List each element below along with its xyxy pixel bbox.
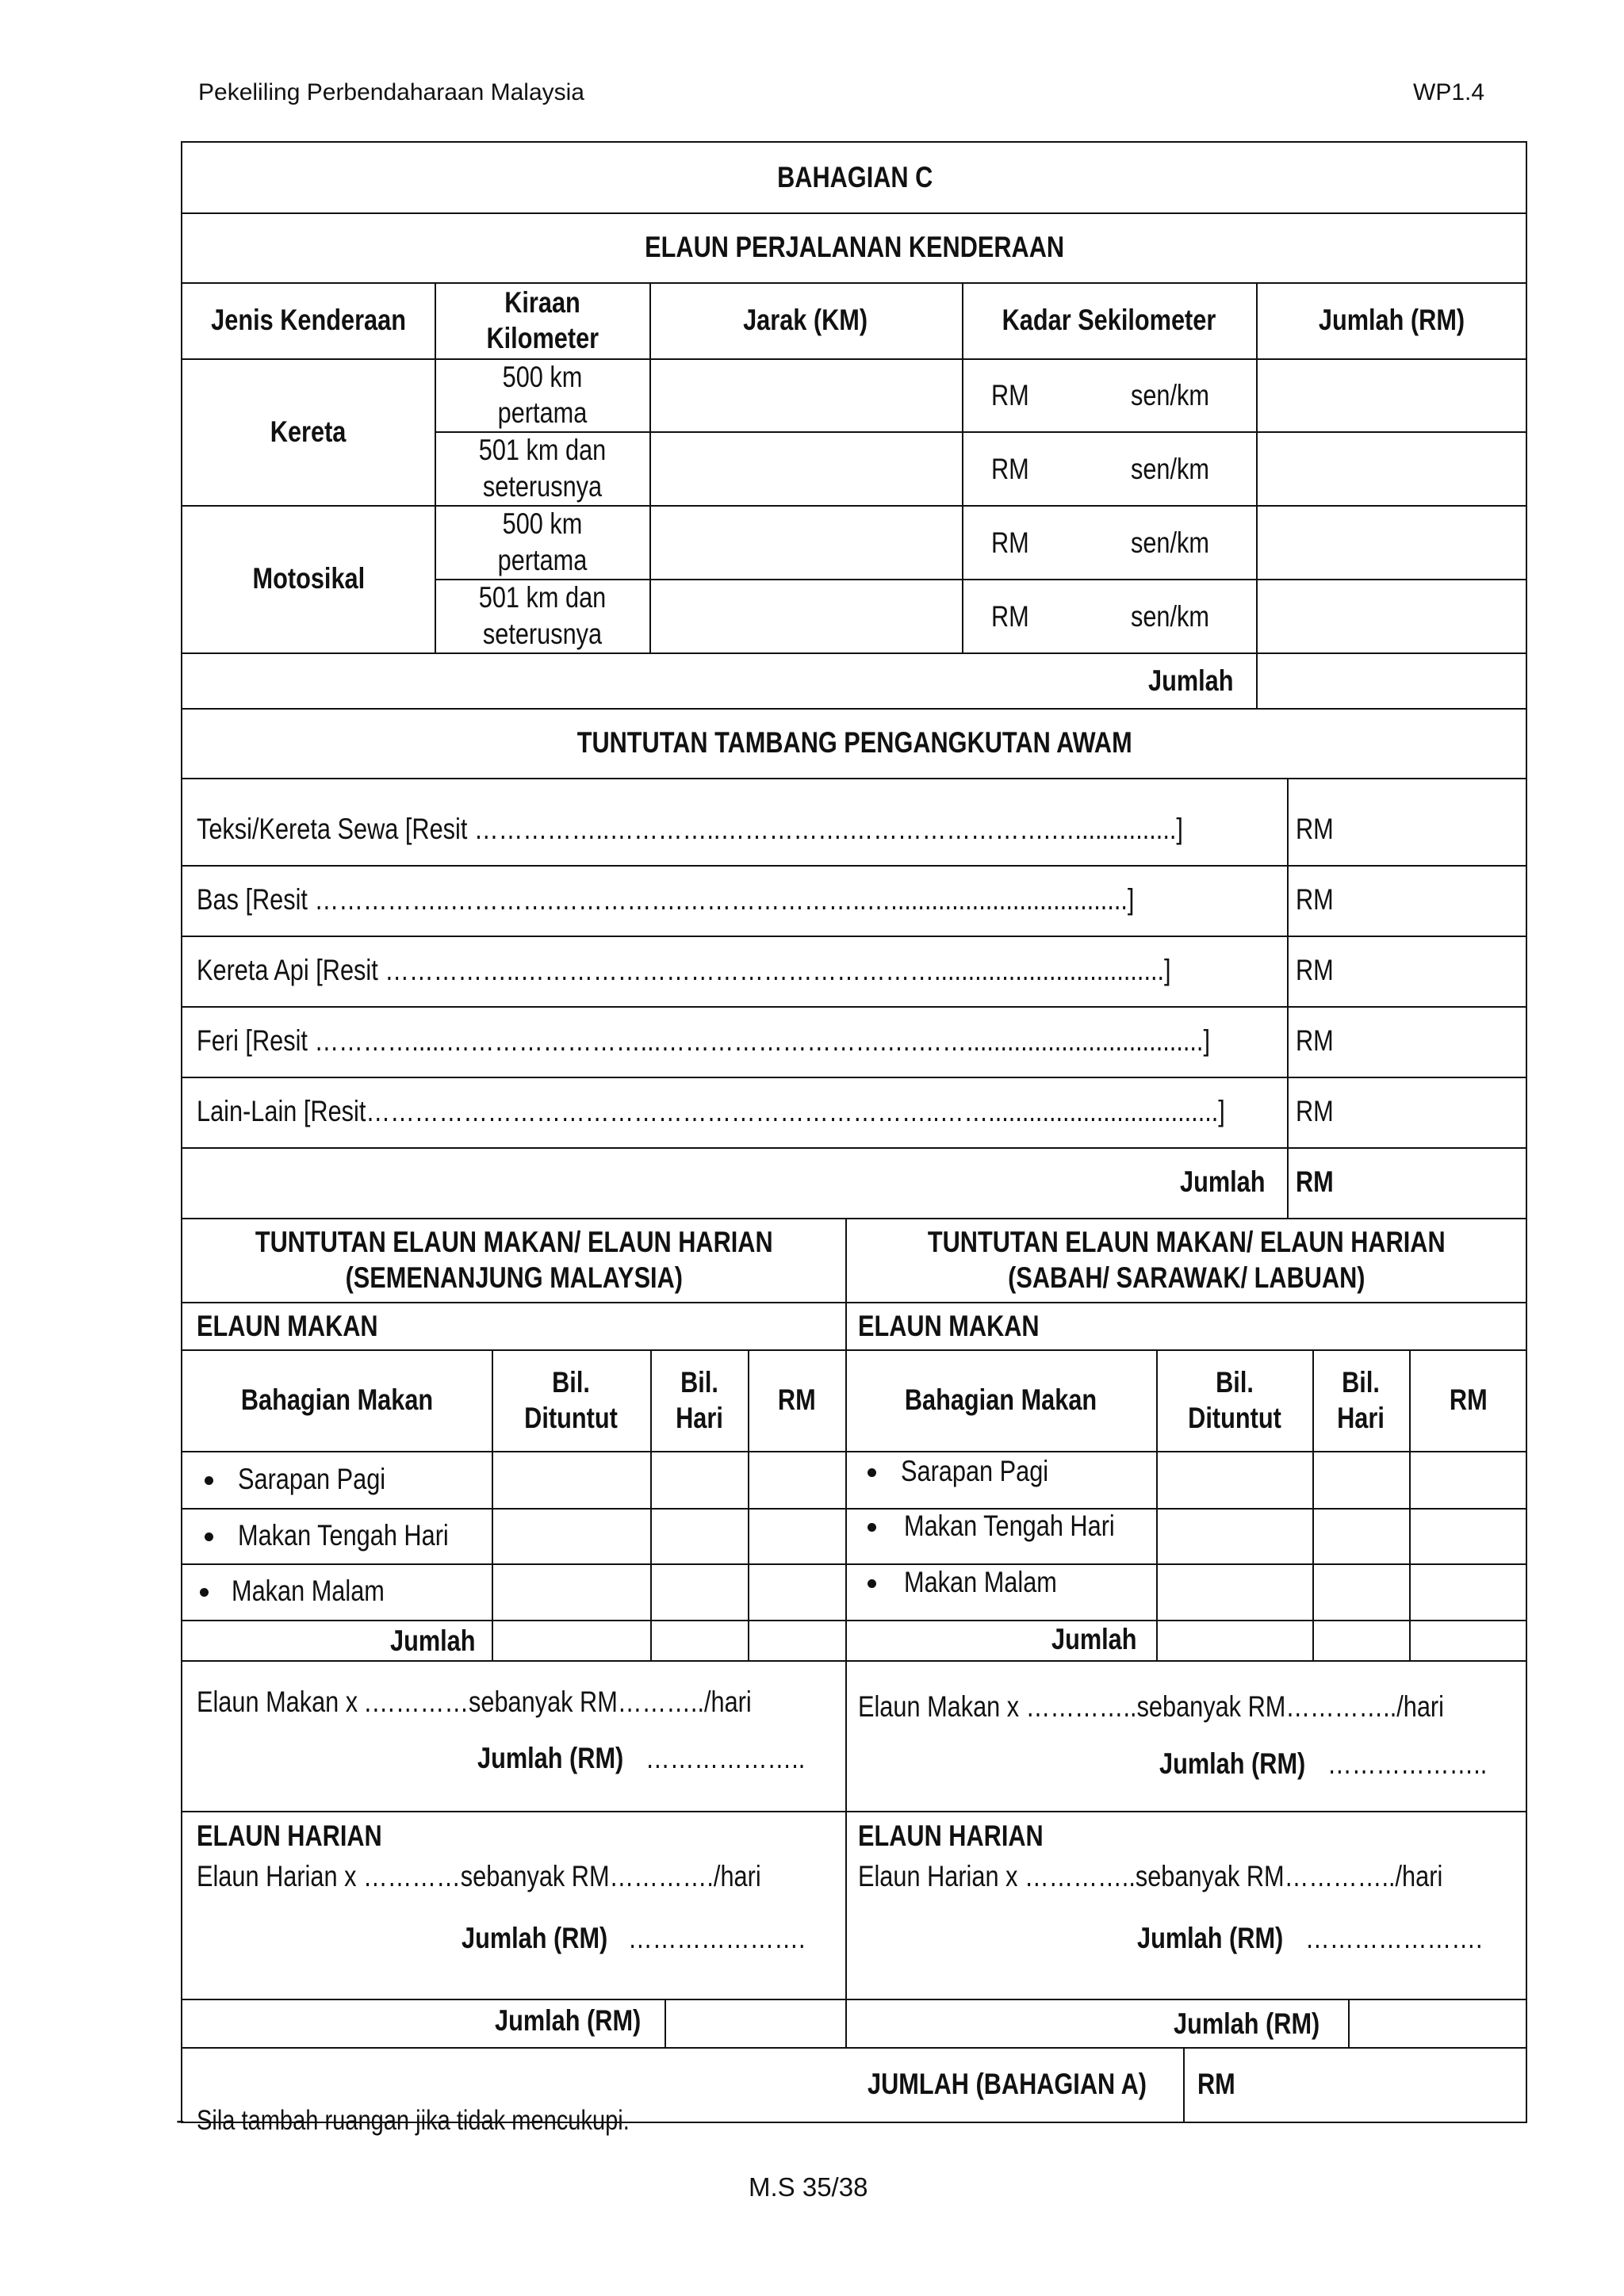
meal-item-breakfast: Sarapan Pagi (238, 1463, 386, 1495)
section-title (182, 143, 1527, 212)
rule (845, 1218, 847, 2047)
section-title-text: BAHAGIAN C (776, 161, 933, 194)
elaun-makan-label: ELAUN MAKAN (197, 1310, 378, 1342)
grand-total-rm: RM (1197, 2068, 1235, 2100)
bullet-icon (868, 1579, 876, 1588)
rate-rm: RM (991, 600, 1029, 633)
vehicle-car (182, 358, 435, 505)
meal-title-text: TUNTUTAN ELAUN MAKAN/ ELAUN HARIAN (927, 1225, 1446, 1258)
rule (182, 1999, 1527, 2000)
rule (665, 1999, 666, 2047)
elaun-makan-label: ELAUN MAKAN (858, 1310, 1040, 1342)
col-header-text: Bil. Hari (675, 1365, 723, 1434)
rule (182, 1620, 1527, 1621)
fare-row-ferry: Feri [Resit ………….....……………………...……………………….….……...................................] (197, 1024, 1210, 1057)
col-header-rm (748, 1349, 845, 1451)
vehicle-motorcycle-label: Motosikal (252, 562, 365, 595)
note-dash: - (176, 2106, 185, 2134)
daily-total-rm-label: Jumlah (RM) (1137, 1922, 1284, 1954)
bullet-icon (205, 1476, 213, 1485)
rule (182, 936, 1527, 937)
daily-calc-peninsular: Elaun Harian x …………sebanyak RM…………./hari (197, 1860, 761, 1892)
page-number: M.S 35/38 (749, 2172, 868, 2202)
daily-total-rm-dots: …………………. (1305, 1922, 1483, 1954)
fare-rm: RM (1296, 883, 1334, 916)
meal-subtitle-text: (SEMENANJUNG MALAYSIA) (345, 1261, 683, 1294)
meal-calc-peninsular: Elaun Makan x .…………sebanyak RM………../hari (197, 1686, 752, 1718)
rate-unit: sen/km (1131, 600, 1209, 633)
document-header-title: Pekeliling Perbendaharaan Malaysia (198, 79, 584, 105)
fare-row-other: Lain-Lain [Resit……………………………………………………………..……..................................] (197, 1095, 1225, 1127)
fare-row-train: Kereta Api [Resit ……………..……………………………………………..................................] (197, 954, 1171, 986)
meal-title-peninsular (182, 1218, 845, 1302)
rate-unit: sen/km (1131, 379, 1209, 411)
col-header-text: Bahagian Makan (904, 1383, 1097, 1417)
vehicle-title-text: ELAUN PERJALANAN KENDERAAN (645, 231, 1065, 264)
col-header-rate (962, 282, 1256, 358)
col-header-text: Jenis Kenderaan (211, 304, 406, 337)
col-header-meal-part (182, 1349, 492, 1451)
rule (182, 1451, 1527, 1452)
vehicle-total-label: Jumlah (1148, 664, 1234, 697)
meal-item-lunch: Makan Tengah Hari (904, 1510, 1115, 1542)
col-header-text: Kiraan Kilometer (485, 285, 599, 354)
col-header-total (1256, 282, 1527, 358)
km-first-500-car (435, 358, 649, 431)
rule (1287, 778, 1289, 1218)
col-header-text: Bil. Dituntut (1187, 1365, 1281, 1434)
col-header-km-count (435, 282, 649, 358)
meal-title-text: TUNTUTAN ELAUN MAKAN/ ELAUN HARIAN (255, 1225, 773, 1258)
meal-subtitle-text: (SABAH/ SARAWAK/ LABUAN) (1007, 1261, 1365, 1294)
col-header-text: Bil. Dituntut (524, 1365, 618, 1434)
rate-rm: RM (991, 379, 1029, 411)
rule (182, 1508, 1527, 1510)
col-header-days (650, 1349, 748, 1451)
vehicle-motorcycle (182, 505, 435, 652)
meal-total-label: Jumlah (390, 1624, 476, 1657)
daily-calc-east: Elaun Harian x …………..sebanyak RM…………../hari (858, 1860, 1443, 1892)
fare-total-label: Jumlah (1180, 1165, 1266, 1198)
meal-total-rm-dots: ……………….. (1327, 1747, 1488, 1780)
rule (182, 1077, 1527, 1078)
meal-item-breakfast: Sarapan Pagi (901, 1455, 1049, 1487)
col-header-text: RM (1449, 1383, 1488, 1417)
rule (182, 652, 1527, 654)
fare-rm: RM (1296, 813, 1334, 845)
rule (182, 1563, 1527, 1565)
meal-total-label: Jumlah (1051, 1623, 1137, 1655)
fare-total-rm: RM (1296, 1165, 1334, 1198)
rule (182, 1811, 1527, 1812)
rule (182, 1302, 1527, 1303)
elaun-harian-label: ELAUN HARIAN (858, 1820, 1044, 1852)
vehicle-car-label: Kereta (270, 415, 347, 448)
km-first-500-motorcycle (435, 505, 649, 579)
rule (1348, 1999, 1350, 2047)
fare-row-taxi: Teksi/Kereta Sewa [Resit ……………..…………..…………….…………………….…...............] (197, 813, 1183, 845)
note-text: Sila tambah ruangan jika tidak mencukupi. (197, 2105, 630, 2136)
col-header-text: Jumlah (RM) (1318, 304, 1465, 337)
col-header-claimed (492, 1349, 650, 1451)
col-header-text: Kadar Sekilometer (1002, 304, 1216, 337)
km-label: 500 km pertama (497, 360, 587, 429)
col-header-text: Bahagian Makan (240, 1383, 434, 1417)
col-header-claimed (1156, 1349, 1312, 1451)
subtotal-label-east: Jumlah (RM) (1174, 2007, 1320, 2040)
vehicle-section-title (182, 212, 1527, 282)
fare-rm: RM (1296, 1024, 1334, 1057)
bullet-icon (200, 1588, 209, 1597)
col-header-distance (649, 282, 962, 358)
fare-rm: RM (1296, 954, 1334, 986)
col-header-days (1312, 1349, 1409, 1451)
col-header-text: RM (777, 1383, 816, 1417)
claim-form-bahagian-c (181, 141, 1527, 2123)
rule (182, 1006, 1527, 1008)
km-after-501-car (435, 431, 649, 505)
km-label: 501 km dan seterusnya (478, 434, 606, 503)
public-transport-title (182, 708, 1527, 778)
rule (182, 1147, 1527, 1149)
meal-total-rm-label: Jumlah (RM) (477, 1742, 624, 1774)
rule (182, 865, 1527, 867)
col-header-text: Bil. Hari (1337, 1365, 1385, 1434)
public-transport-title-text: TUNTUTAN TAMBANG PENGANGKUTAN AWAM (576, 726, 1132, 760)
meal-calc-east: Elaun Makan x …………..sebanyak RM…………../hari (858, 1690, 1444, 1723)
col-header-vehicle-type (182, 282, 435, 358)
daily-total-rm-label: Jumlah (RM) (462, 1922, 608, 1954)
col-header-text: Jarak (KM) (743, 304, 868, 337)
rule (182, 778, 1527, 779)
grand-total-label: JUMLAH (BAHAGIAN A) (868, 2068, 1147, 2100)
rule (182, 2047, 1527, 2049)
rate-rm: RM (991, 526, 1029, 559)
document-code: WP1.4 (1413, 79, 1485, 105)
subtotal-label-peninsular: Jumlah (RM) (495, 2004, 642, 2037)
bullet-icon (868, 1523, 876, 1532)
meal-item-lunch: Makan Tengah Hari (238, 1519, 449, 1552)
col-header-rm (1409, 1349, 1527, 1451)
meal-total-rm-dots: ……………….. (645, 1742, 806, 1774)
meal-item-dinner: Makan Malam (232, 1575, 385, 1607)
rule (182, 1660, 1527, 1662)
km-after-501-motorcycle (435, 579, 649, 652)
daily-total-rm-dots: …………………. (628, 1922, 806, 1954)
meal-item-dinner: Makan Malam (904, 1566, 1057, 1598)
fare-row-bus: Bas [Resit ……………..………….…………….…………………..…...................................] (197, 883, 1135, 916)
km-label: 501 km dan seterusnya (478, 581, 606, 650)
bullet-icon (205, 1533, 213, 1541)
rate-unit: sen/km (1131, 526, 1209, 559)
fare-rm: RM (1296, 1095, 1334, 1127)
elaun-harian-label: ELAUN HARIAN (197, 1820, 382, 1852)
rule (1183, 2047, 1185, 2123)
rate-unit: sen/km (1131, 453, 1209, 485)
col-header-meal-part (845, 1349, 1156, 1451)
meal-total-rm-label: Jumlah (RM) (1159, 1747, 1306, 1780)
bullet-icon (868, 1468, 876, 1477)
rate-rm: RM (991, 453, 1029, 485)
km-label: 500 km pertama (497, 507, 587, 576)
meal-title-east (845, 1218, 1527, 1302)
